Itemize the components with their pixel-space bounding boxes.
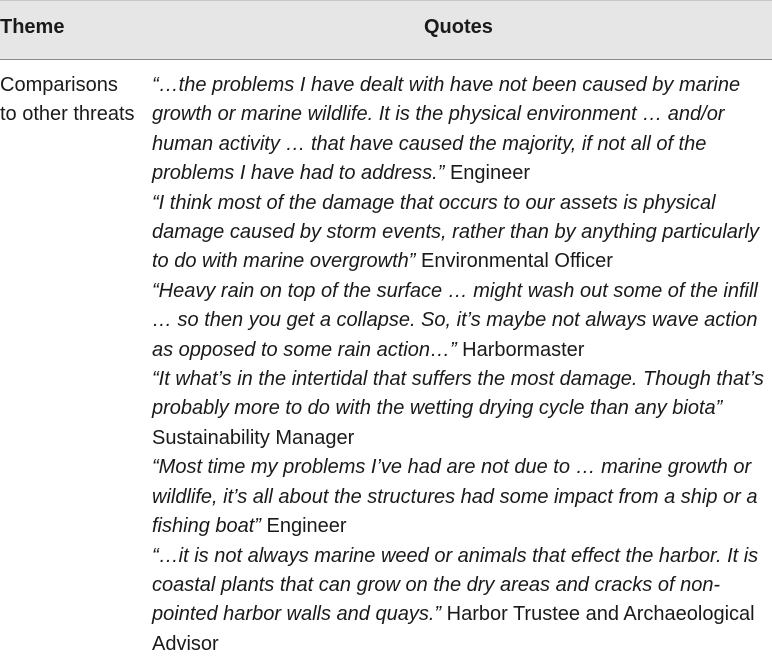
quote-text: “Heavy rain on top of the surface … might wash out some of the infill … so then you get a collapse. So, it’s maybe not always wave action as opposed to some rain action…” [152, 279, 758, 361]
quote-item [152, 365, 772, 453]
quote-text: “…it is not always marine weed or animals that effect the harbor. It is coastal plants that can grow on the dry areas and cracks of non-pointed harbor walls and quays.” [152, 544, 759, 626]
column-header-theme: Theme [0, 16, 65, 38]
quotes-cell [152, 71, 772, 659]
quote-text: “It what’s in the intertidal that suffers the most damage. Though that’s probably more to do with the wetting drying cycle than any biota” [152, 368, 764, 420]
quote-text: “I think most of the damage that occurs to our assets is physical damage caused by storm events, rather than by anything particularly to do with marine overgrowth” [152, 191, 759, 273]
quote-text: “Most time my problems I’ve had are not due to … marine growth or wildlife, it’s all about the structures had some impact from a ship or a fishing boat” [152, 456, 758, 538]
quote-text: “…the problems I have dealt with have not been caused by marine growth or marine wildlife. It is the physical environment … and/or human activity … that have caused the majority, if not all of the problems I have had to address.” [152, 74, 741, 185]
quote-item [152, 542, 772, 660]
quote-item [152, 453, 772, 541]
table-row [0, 60, 772, 668]
quote-source: Engineer [266, 515, 347, 538]
quote-item [152, 189, 772, 277]
table-header [0, 0, 772, 59]
theme-cell: Comparisons to other threats [0, 74, 135, 126]
column-header-quotes: Quotes [424, 16, 493, 38]
quote-item [152, 277, 772, 365]
quote-source: Harbor Trustee and Archaeological Advisor [152, 603, 755, 655]
quote-source: Environmental Officer [421, 250, 613, 273]
quote-item [152, 71, 772, 189]
quote-source: Harbormaster [462, 338, 585, 361]
quote-source: Sustainability Manager [152, 426, 355, 449]
quote-source: Engineer [449, 162, 531, 185]
